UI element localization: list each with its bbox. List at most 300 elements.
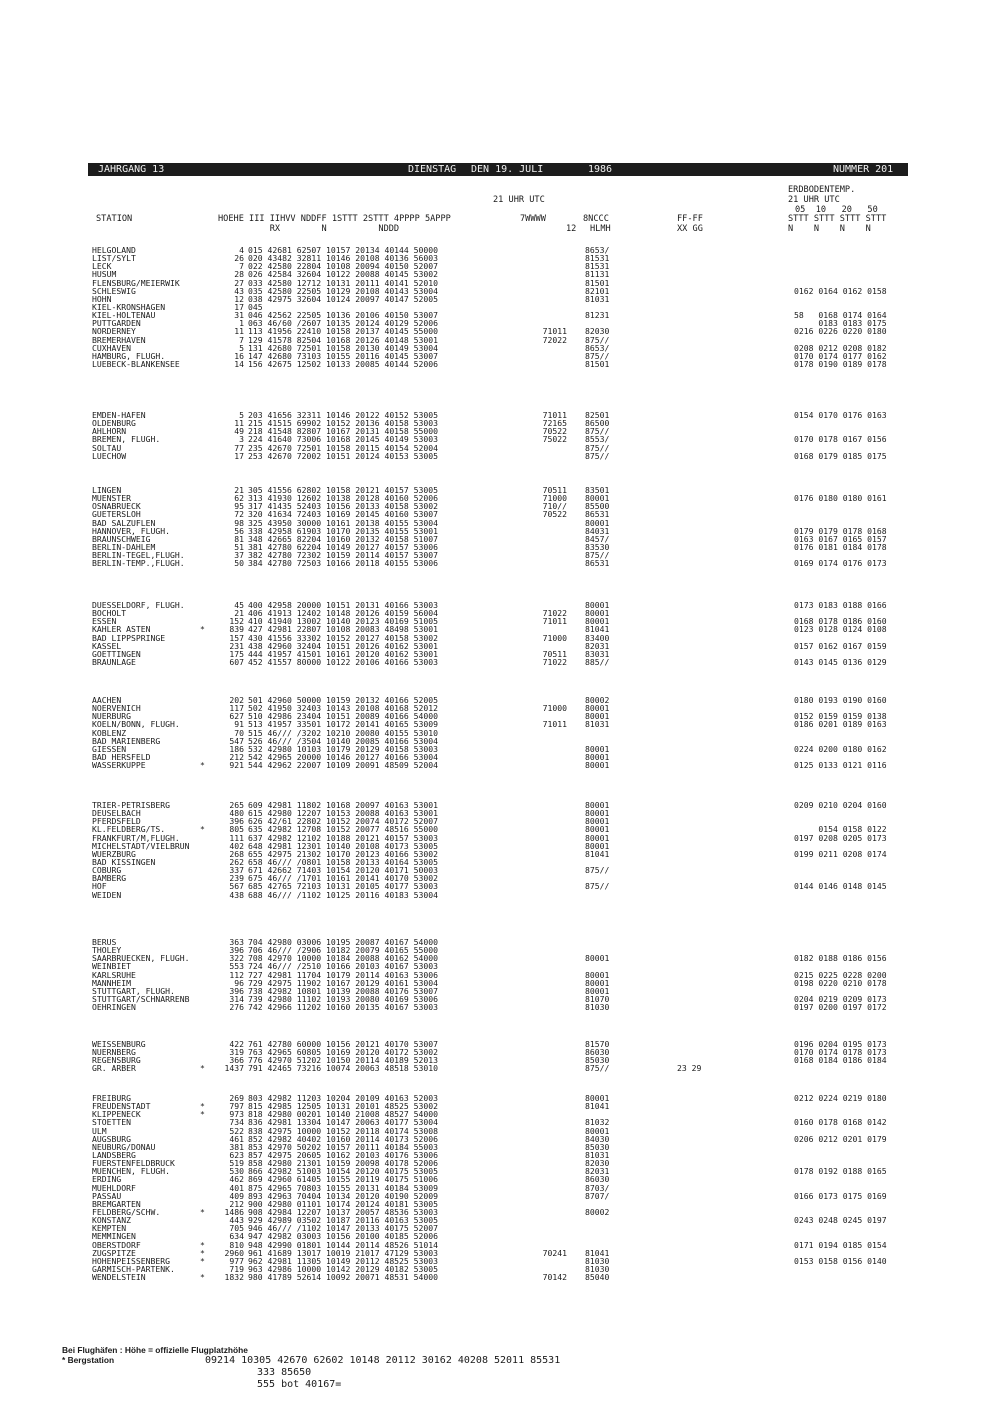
station-elevation: 17 <box>234 450 244 461</box>
station-name: BERUS <box>92 937 117 947</box>
station-name: KLIPPENECK <box>92 1109 141 1120</box>
station-name: STUTTGART/SCHNARRENB <box>92 993 190 1004</box>
station-elevation: 14 <box>234 358 244 369</box>
synop-groups: 615 42980 12207 10153 20088 40163 53001 <box>248 808 439 819</box>
station-name: FREUDENSTADT <box>92 1101 151 1112</box>
mountain-station-marker: * <box>200 1063 205 1074</box>
weather-group: 70522 <box>542 509 567 520</box>
soil-temperatures: 0209 0210 0204 0160 <box>794 800 887 810</box>
station-elevation: 77 <box>234 442 244 453</box>
synop-groups: 869 42960 61405 10155 20119 40175 51006 <box>248 1174 439 1185</box>
soil-temperatures: 0197 0200 0197 0172 <box>794 1002 887 1013</box>
mountain-station-marker: * <box>200 1239 205 1250</box>
station-name: MICHELSTADT/VIELBRUN <box>92 840 190 851</box>
cloud-group: 80002 <box>585 695 610 705</box>
station-name: LECK <box>92 261 112 272</box>
synop-groups: 836 42981 13304 10147 20063 40177 53004 <box>248 1117 439 1128</box>
station-elevation: 1486 <box>224 1206 244 1217</box>
station-elevation: 21 <box>234 485 244 495</box>
synop-columns-subheading: RX N NDDD <box>218 224 400 234</box>
station-name: TRIER-PETRISBERG <box>92 800 170 810</box>
station-elevation: 51 <box>234 541 244 552</box>
synop-groups: 685 42765 72103 10131 20105 40177 53003 <box>248 881 439 892</box>
cloud-group: 80001 <box>585 969 610 980</box>
station-name: BAMBERG <box>92 873 127 884</box>
station-elevation: 81 <box>234 533 244 544</box>
mountain-station-marker: * <box>200 1206 205 1217</box>
station-name: KASSEL <box>92 640 122 651</box>
station-name: AHLHORN <box>92 426 127 437</box>
soil-units-heading: STTT STTT STTT STTT <box>788 214 887 224</box>
station-name: KEMPTEN <box>92 1223 127 1234</box>
station-name: DEUSELBACH <box>92 808 141 819</box>
cloud-group: 81041 <box>585 848 610 859</box>
weather-group: 71000 <box>542 703 567 714</box>
station-name: SCHLESWIG <box>92 285 136 296</box>
cloud-group: 84031 <box>585 525 610 536</box>
station-elevation: 2960 <box>224 1247 244 1258</box>
station-name: LUEBECK-BLANKENSEE <box>92 358 180 369</box>
cloud-group: 80001 <box>585 493 610 504</box>
cloud-group: 8553/ <box>585 434 610 445</box>
synop-groups: 908 42984 12207 10137 20057 48536 53003 <box>248 1206 439 1217</box>
station-elevation: 212 <box>229 751 244 762</box>
station-name: BRAUNSCHWEIG <box>92 533 151 544</box>
weather-group: 75022 <box>542 434 567 445</box>
station-elevation: 401 <box>229 1182 244 1193</box>
cloud-group: 80001 <box>585 832 610 843</box>
station-name: GUETERSLOH <box>92 509 141 520</box>
synop-groups: 501 42960 50000 10159 20132 40166 52005 <box>248 695 439 705</box>
cloud-group: 80001 <box>585 816 610 827</box>
station-name: OEHRINGEN <box>92 1002 136 1013</box>
cloud-group: 82030 <box>585 1158 610 1169</box>
cloud-group-subheading: HLMH <box>590 224 611 234</box>
station-elevation: 269 <box>229 1093 244 1103</box>
weather-group: 71022 <box>542 608 567 619</box>
soil-temperatures: 0168 0179 0185 0175 <box>794 450 887 461</box>
cloud-group: 81531 <box>585 261 610 272</box>
soil-temperatures: 0198 0220 0210 0178 <box>794 977 887 988</box>
station-name: BAD KISSINGEN <box>92 856 156 867</box>
station-elevation: 31 <box>234 310 244 321</box>
weather-group: 71011 <box>542 719 567 730</box>
soil-temperatures: 0157 0162 0167 0159 <box>794 640 887 651</box>
soil-temperatures: 0125 0133 0121 0116 <box>794 760 887 771</box>
synop-groups: 980 41789 52614 10092 20071 48531 54000 <box>248 1272 439 1283</box>
station-elevation: 50 <box>234 558 244 569</box>
soil-temperatures: 0171 0194 0185 0154 <box>794 1239 887 1250</box>
synop-groups: 427 42981 22807 10108 20083 48498 53001 <box>248 624 439 635</box>
station-name: BRAUNLAGE <box>92 656 136 667</box>
synop-groups: 706 46/// /2906 10182 20079 40165 55000 <box>248 945 439 956</box>
station-elevation: 422 <box>229 1039 244 1049</box>
synop-groups: 348 42665 82204 10160 20132 40158 51007 <box>248 533 439 544</box>
utc-time-heading: 21 UHR UTC <box>493 195 545 205</box>
station-elevation: 1 <box>239 318 244 329</box>
station-name: GARMISCH-PARTENK. <box>92 1263 175 1274</box>
soil-temperatures: 0243 0248 0245 0197 <box>794 1215 887 1226</box>
synop-groups: 046 42562 22505 10136 20106 40150 53007 <box>248 310 439 321</box>
station-elevation: 797 <box>229 1101 244 1112</box>
cloud-group: 80001 <box>585 616 610 627</box>
synop-groups: 045 <box>248 301 263 312</box>
synop-line-2: 333 85650 <box>257 1367 312 1378</box>
station-elevation: 276 <box>229 1002 244 1013</box>
station-elevation: 396 <box>229 945 244 956</box>
station-elevation: 402 <box>229 840 244 851</box>
soil-temperatures: 0179 0179 0178 0168 <box>794 525 887 536</box>
station-elevation: 607 <box>229 656 244 667</box>
synop-groups: 305 41556 62802 10158 20121 40157 53005 <box>248 485 439 495</box>
synop-groups: 857 42975 20605 10162 20103 40176 53006 <box>248 1149 439 1160</box>
cloud-group: 81131 <box>585 269 610 280</box>
station-name: BREMGARTEN <box>92 1198 141 1209</box>
station-elevation: 363 <box>229 937 244 947</box>
soil-temp-utc: 21 UHR UTC <box>788 195 840 205</box>
station-elevation: 530 <box>229 1166 244 1177</box>
synop-groups: 224 41640 73006 10168 20145 40149 53003 <box>248 434 439 445</box>
cloud-group: 82501 <box>585 410 610 420</box>
soil-temperatures: 0199 0211 0208 0174 <box>794 848 887 859</box>
station-elevation: 839 <box>229 624 244 635</box>
station-name: BAD SALZUFLEN <box>92 517 156 528</box>
station-elevation: 396 <box>229 816 244 827</box>
station-name: REGENSBURG <box>92 1055 141 1066</box>
cloud-group: 83501 <box>585 485 610 495</box>
synop-groups: 708 42970 10000 10184 20088 40162 54000 <box>248 953 439 964</box>
station-name: MEMMINGEN <box>92 1231 136 1242</box>
cloud-group: 875// <box>585 450 610 461</box>
cloud-group: 83031 <box>585 648 610 659</box>
synop-groups: 738 42982 10801 10139 20088 40176 53007 <box>248 985 439 996</box>
soil-temperatures: 0212 0224 0219 0180 <box>794 1093 887 1103</box>
station-elevation: 21 <box>234 608 244 619</box>
cloud-group: 86030 <box>585 1047 610 1058</box>
synop-groups: 948 42990 01801 10144 20114 48526 51014 <box>248 1239 439 1250</box>
station-elevation: 1832 <box>224 1272 244 1283</box>
cloud-group: 875// <box>585 1063 610 1074</box>
station-elevation: 337 <box>229 865 244 876</box>
station-elevation: 396 <box>229 985 244 996</box>
soil-temperatures: 0163 0167 0165 0157 <box>794 533 887 544</box>
weather-group-heading: 7WWWW <box>520 214 546 224</box>
station-name: BOCHOLT <box>92 608 127 619</box>
station-elevation: 62 <box>234 493 244 504</box>
station-elevation: 805 <box>229 824 244 835</box>
synop-groups: 729 42975 11902 10167 20129 40161 53004 <box>248 977 439 988</box>
cloud-group: 86531 <box>585 509 610 520</box>
station-elevation: 49 <box>234 426 244 437</box>
cloud-group: 81570 <box>585 1039 610 1049</box>
synop-line-1: 09214 10305 42670 62602 10148 20112 30162 40208 52011 85531 <box>205 1355 561 1366</box>
synop-groups: 438 42960 32404 10151 20126 40162 53001 <box>248 640 439 651</box>
synop-groups: 317 41435 52403 10156 20133 40158 53002 <box>248 501 439 512</box>
soil-temperatures: 0170 0174 0178 0173 <box>794 1047 887 1058</box>
synop-groups: 637 42982 12102 10188 20121 40157 53003 <box>248 832 439 843</box>
synop-groups: 963 42986 10000 10142 20129 40182 53005 <box>248 1263 439 1274</box>
synop-groups: 313 41930 12602 10138 20128 40160 52006 <box>248 493 439 504</box>
mountain-station-marker: * <box>200 760 205 771</box>
cloud-group: 81531 <box>585 253 610 264</box>
soil-temperatures: 0204 0219 0209 0173 <box>794 993 887 1004</box>
station-elevation: 202 <box>229 695 244 705</box>
station-name: AUGSBURG <box>92 1133 131 1144</box>
synop-groups: 818 42980 00201 10140 21008 48527 54000 <box>248 1109 439 1120</box>
cloud-group: 8703/ <box>585 1182 610 1193</box>
station-name: ERDING <box>92 1174 122 1185</box>
synop-groups: 033 42580 12712 10131 20111 40141 52010 <box>248 277 439 288</box>
synop-groups: 724 46/// /2510 10166 20103 40167 53003 <box>248 961 439 972</box>
synop-groups: 675 46/// /1701 10161 20141 40170 53002 <box>248 873 439 884</box>
soil-n-heading: N N N N <box>788 224 871 234</box>
synop-groups: 853 42970 50202 10157 20111 40184 55003 <box>248 1141 439 1152</box>
station-elevation: 11 <box>234 418 244 429</box>
mountain-station-marker: * <box>200 1255 205 1266</box>
station-elevation: 1437 <box>224 1063 244 1074</box>
soil-temperatures: 0153 0158 0156 0140 <box>794 1255 887 1266</box>
station-name: PUTTGARDEN <box>92 318 141 329</box>
synop-groups: 513 41957 33501 10172 20141 40165 53009 <box>248 719 439 730</box>
weather-group: 72165 <box>542 418 567 429</box>
station-elevation: 45 <box>234 600 244 610</box>
station-name: GOETTINGEN <box>92 648 141 659</box>
cloud-group: 80001 <box>585 751 610 762</box>
station-name: MUENCHEN, FLUGH. <box>92 1166 170 1177</box>
station-name: CUXHAVEN <box>92 342 131 353</box>
station-name: LUECHOW <box>92 450 127 461</box>
station-name: MUEHLDORF <box>92 1182 136 1193</box>
soil-temperatures: 0169 0174 0176 0173 <box>794 558 887 569</box>
station-name: LANDSBERG <box>92 1149 136 1160</box>
soil-temperatures: 0224 0200 0180 0162 <box>794 743 887 754</box>
cloud-group: 80001 <box>585 977 610 988</box>
station-name: BAD LIPPSPRINGE <box>92 632 166 643</box>
synop-groups: 381 42780 62204 10149 20127 40157 53006 <box>248 541 439 552</box>
station-name: FREIBURG <box>92 1093 131 1103</box>
station-elevation: 7 <box>239 261 244 272</box>
synop-groups: 235 42670 72501 10158 20115 40154 52004 <box>248 442 439 453</box>
station-name: ULM <box>92 1125 107 1136</box>
station-elevation: 17 <box>234 301 244 312</box>
volume-label: JAHRGANG 13 <box>98 164 165 175</box>
date-label: DEN 19. JULI <box>471 164 544 175</box>
station-elevation: 16 <box>234 350 244 361</box>
cloud-group: 85040 <box>585 1272 610 1283</box>
station-name: KIEL-KRONSHAGEN <box>92 301 166 312</box>
soil-temperatures: 0183 0183 0175 <box>794 318 887 329</box>
station-elevation: 810 <box>229 1239 244 1250</box>
cloud-group: 85030 <box>585 1141 610 1152</box>
synop-groups: 866 42982 51003 10154 20120 40175 53005 <box>248 1166 439 1177</box>
station-elevation: 409 <box>229 1190 244 1201</box>
cloud-group: 81031 <box>585 719 610 730</box>
cloud-group: 81030 <box>585 1002 610 1013</box>
station-name: KOBLENZ <box>92 727 127 738</box>
station-name: THOLEY <box>92 945 122 956</box>
station-elevation: 719 <box>229 1263 244 1274</box>
cloud-group: 875// <box>585 350 610 361</box>
synop-groups: 947 42982 03003 10156 20100 40185 52006 <box>248 1231 439 1242</box>
cloud-group: 82101 <box>585 285 610 296</box>
station-elevation: 212 <box>229 1198 244 1209</box>
synop-groups: 382 42780 72302 10159 20114 40157 53007 <box>248 550 439 561</box>
synop-groups: 838 42975 10000 10152 20118 40174 53008 <box>248 1125 439 1136</box>
synop-groups: 035 42580 22505 10129 20108 40143 53004 <box>248 285 439 296</box>
synop-groups: 015 42681 62507 10157 20134 40144 50000 <box>248 245 439 255</box>
station-name: WEINBIET <box>92 961 131 972</box>
station-elevation: 366 <box>229 1055 244 1066</box>
station-name: DUESSELDORF, FLUGH. <box>92 600 185 610</box>
cloud-group: 80001 <box>585 760 610 771</box>
cloud-group: 80001 <box>585 800 610 810</box>
soil-temperatures: 0162 0164 0162 0158 <box>794 285 887 296</box>
station-elevation: 734 <box>229 1117 244 1128</box>
cloud-group: 83400 <box>585 632 610 643</box>
station-elevation: 265 <box>229 800 244 810</box>
synop-groups: 215 41515 69902 10152 20136 40158 53003 <box>248 418 439 429</box>
synop-groups: 704 42980 03006 10195 20087 40167 54000 <box>248 937 439 947</box>
station-name: WENDELSTEIN <box>92 1272 146 1283</box>
soil-temperatures: 0160 0178 0168 0142 <box>794 1117 887 1128</box>
cloud-group: 80001 <box>585 517 610 528</box>
station-elevation: 26 <box>234 253 244 264</box>
station-name: KOELN/BONN, FLUGH. <box>92 719 180 730</box>
station-elevation: 70 <box>234 727 244 738</box>
synop-groups: 325 43950 30000 10161 20138 40155 53004 <box>248 517 439 528</box>
station-elevation: 567 <box>229 881 244 892</box>
soil-temperatures: 0208 0212 0208 0182 <box>794 342 887 353</box>
weather-group: 71022 <box>542 656 567 667</box>
station-name: GR. ARBER <box>92 1063 136 1074</box>
cloud-group: 81031 <box>585 293 610 304</box>
station-elevation: 973 <box>229 1109 244 1120</box>
station-name: HOF <box>92 881 107 892</box>
soil-temperatures: 0168 0178 0186 0160 <box>794 616 887 627</box>
soil-temperatures: 0154 0158 0122 <box>794 824 887 835</box>
station-name: HOHENPEISSENBERG <box>92 1255 170 1266</box>
station-name: BERLIN-DAHLEM <box>92 541 156 552</box>
weather-group-subheading: 12 <box>566 224 577 234</box>
cloud-group: 82031 <box>585 640 610 651</box>
year-label: 1986 <box>588 164 613 175</box>
cloud-group: 81041 <box>585 1101 610 1112</box>
station-name: OLDENBURG <box>92 418 136 429</box>
station-elevation: 438 <box>229 889 244 900</box>
cloud-group: 86500 <box>585 418 610 429</box>
synop-groups: 961 41689 13017 10019 21017 47129 53003 <box>248 1247 439 1258</box>
soil-temperatures: 0170 0178 0167 0156 <box>794 434 887 445</box>
cloud-group-heading: 8NCCC <box>583 214 609 224</box>
synop-groups: 129 41578 82504 10168 20126 40148 53001 <box>248 334 439 345</box>
cloud-group: 81031 <box>585 1149 610 1160</box>
synop-groups: 253 42670 72002 10151 20124 40153 53005 <box>248 450 439 461</box>
weather-group: 70511 <box>542 648 567 659</box>
cloud-group: 80001 <box>585 711 610 722</box>
station-name: NUERNBERG <box>92 1047 136 1058</box>
cloud-group: 86030 <box>585 1174 610 1185</box>
station-elevation: 186 <box>229 743 244 754</box>
synop-line-3: 555 bot 40167= <box>257 1379 342 1390</box>
station-name: WASSERKUPPE <box>92 760 146 771</box>
synop-groups: 929 42989 03502 10187 20116 40163 53005 <box>248 1215 439 1226</box>
synop-groups: 739 42980 11102 10193 20080 40169 53006 <box>248 993 439 1004</box>
station-elevation: 322 <box>229 953 244 964</box>
cloud-group: 80001 <box>585 743 610 754</box>
synop-groups: 020 43482 32811 10146 20108 40136 56003 <box>248 253 439 264</box>
synop-groups: 626 42/61 22802 10152 20074 40172 52007 <box>248 816 439 827</box>
synop-groups: 763 42965 60805 10169 20120 40172 53002 <box>248 1047 439 1058</box>
synop-groups: 338 42958 61903 10170 20135 40155 53001 <box>248 525 439 536</box>
cloud-group: 81501 <box>585 358 610 369</box>
cloud-group: 81231 <box>585 310 610 321</box>
footnote-airport: Bei Flughäfen : Höhe = offizielle Flugplatzhöhe <box>62 1345 248 1355</box>
synop-groups: 542 42965 20000 10146 20127 40166 53004 <box>248 751 439 762</box>
cloud-group: 80001 <box>585 824 610 835</box>
station-name: ESSEN <box>92 616 117 627</box>
cloud-group: 80001 <box>585 1125 610 1136</box>
station-elevation: 705 <box>229 1223 244 1234</box>
synop-groups: 515 46/// /3202 10210 20080 40155 53010 <box>248 727 439 738</box>
cloud-group: 8457/ <box>585 533 610 544</box>
weather-group: 71000 <box>542 493 567 504</box>
cloud-group: 875// <box>585 881 610 892</box>
synop-groups: 803 42982 11203 10204 20109 40163 52003 <box>248 1093 439 1103</box>
cloud-group: 80001 <box>585 953 610 964</box>
station-name: KIEL-HOLTENAU <box>92 310 156 321</box>
synop-groups: 791 42465 73216 10074 20063 48518 53010 <box>248 1063 439 1074</box>
station-elevation: 98 <box>234 517 244 528</box>
mountain-station-marker: * <box>200 1272 205 1283</box>
station-name: BERLIN-TEMP.,FLUGH. <box>92 558 185 569</box>
mountain-station-marker: * <box>200 1101 205 1112</box>
cloud-group: 8707/ <box>585 1190 610 1201</box>
cloud-group: 875// <box>585 442 610 453</box>
soil-temperatures: 0196 0204 0195 0173 <box>794 1039 887 1049</box>
synop-groups: 648 42981 12301 10140 20108 40173 53005 <box>248 840 439 851</box>
station-elevation: 175 <box>229 648 244 659</box>
station-elevation: 12 <box>234 293 244 304</box>
mountain-station-marker: * <box>200 824 205 835</box>
station-elevation: 634 <box>229 1231 244 1242</box>
station-name: NORDERNEY <box>92 326 136 337</box>
soil-temperatures: 0144 0146 0148 0145 <box>794 881 887 892</box>
cloud-group: 81032 <box>585 1117 610 1128</box>
synop-groups: 893 42963 70404 10134 20120 40190 52009 <box>248 1190 439 1201</box>
synop-groups: 430 41556 33302 10152 20127 40158 53002 <box>248 632 439 643</box>
cloud-group: 81030 <box>585 1255 610 1266</box>
station-name: FRANKFURT/M,FLUGH. <box>92 832 180 843</box>
synop-columns-heading: HOEHE III IIHVV NDDFF 1STTT 2STTT 4PPPP 5APPP <box>218 214 451 224</box>
report-header-bar <box>88 163 908 176</box>
cloud-group: 85500 <box>585 501 610 512</box>
station-name: KARLSRUHE <box>92 969 136 980</box>
soil-temperatures: 58 0168 0174 0164 <box>794 310 887 321</box>
soil-temperatures: 0173 0183 0188 0166 <box>794 600 887 610</box>
gust-group-subheading: XX GG <box>677 224 703 234</box>
synop-groups: 026 42584 32604 10122 20088 40145 53002 <box>248 269 439 280</box>
soil-temperatures: 0215 0225 0228 0200 <box>794 969 887 980</box>
synop-groups: 858 42980 21301 10159 20098 40178 52006 <box>248 1158 439 1169</box>
weather-group: 71000 <box>542 632 567 643</box>
station-elevation: 56 <box>234 525 244 536</box>
soil-depths: 05 10 20 50 <box>795 205 878 215</box>
cloud-group: 80001 <box>585 840 610 851</box>
station-name: WUERZBURG <box>92 848 136 859</box>
station-elevation: 117 <box>229 703 244 714</box>
synop-groups: 444 41957 41501 10161 20120 40162 53001 <box>248 648 439 659</box>
weather-group: 72022 <box>542 334 567 345</box>
